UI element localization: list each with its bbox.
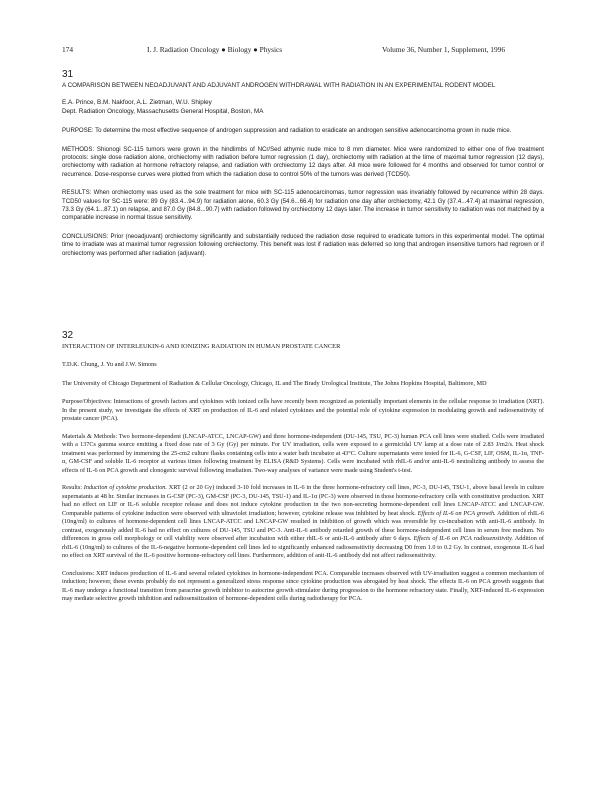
conclusions-label: Conclusions: (62, 569, 95, 577)
methods-text: Shionogi SC-115 tumors were grown in the hindlimbs of NCr/Sed athymic nude mice to 8 mm diameter. Mice were randomized to either one of five treatment protocols: single dose radiation alone, orchiectomy with radiation before tumor regression (1 day), orchiectomy with radiation at the time of maximal tumor regression (12 days), orchiectomy with radiation at hormone refractory relapse, and radiation with orchiectomy 12 days after. All mice were followed for 4 months and observed for tumor control or recurrence. Dose-response curves were plotted from which the radiation dose to control 50% of the tumors was derived (TCD50). (62, 145, 544, 178)
abstract-authors: T.D.K. Chung, J. Yu and J.W. Simons (62, 361, 157, 369)
methods-label: Materials & Methods: (62, 432, 118, 440)
results-text: Addition of rhIL-6 (10ng/ml) to cultures of hormone-dependent cell lines LNCAP-ATCC and LNCAP-GW resulted in inhibition of growth which was reversible by co-incubation with anti-IL-6 antibody. In contrast, exogenously added IL-6 had no effect on cultures of DU-145, TSU and PC-3. Anti-IL-6 antibody retarded growth of these hormone-independent cell lines in serum free medium. No differences in gross cell morphology or cell viability were observed after incubation with either rhIL-6 or anti-IL-6 antibody after 6 days. (62, 509, 544, 543)
abstract-number: 31 (62, 69, 74, 80)
page-number: 174 (62, 45, 74, 54)
abstract-authors: E.A. Prince, B.M. Nakfoor, A.L. Zietman, W.U. Shipley (62, 99, 212, 107)
abstract-31 (62, 69, 544, 268)
methods-text: Two hormone-dependent (LNCAP-ATCC, LNCAP-GW) and three hormone-independent (DU-145, TSU, PC-3) human PCA cell lines were studied. Cells were irradiated with a 137Cs gamma source emitting a fixed dose rate of 3 Gy (Gy) per minute. For UV irradiation, cells were exposed to a germicidal UV lamp at a dose rate of 2.83 J/m2/s. Heat shock treatment was performed by immersing the 25-cm2 culture flasks containing cells into a water bath incubator at 43°C. Culture supernatants were tested for IL-6, G-CSF, LIF, OSM, IL-1α, TNF-α, GM-CSF and soluble IL-6 receptor at various times following treatment by ELISA (R&D Systems). Cells were incubated with rhIL-6 and/or anti-IL-6 neutralizing antibody to assess the effects of IL-6 on PCA growth and clonogenic survival following irradiation. Two-way analyses of variance were made using Student's t-test. (62, 432, 544, 474)
purpose-label: PURPOSE: (62, 127, 94, 135)
methods-paragraph (62, 433, 544, 476)
methods-paragraph (62, 146, 544, 180)
purpose-text: To determine the most effective sequence of androgen suppression and radiation to eradicate an androgen sensitive adenocarcinoma grown in nude mice. (95, 127, 512, 135)
abstract-title: INTERACTION OF INTERLEUKIN-6 AND IONIZING RADIATION IN HUMAN PROSTATE CANCER (62, 343, 341, 350)
purpose-paragraph (62, 398, 544, 424)
results-paragraph (62, 189, 544, 223)
results-text: When orchiectomy was used as the sole treatment for mice with SC-115 adenocarcinomas, tumor regression was invariably followed by recurrence within 28 days. TCD50 values for SC-115 were: 89 Gy (83.4...94.9) for radiation alone, 60.3 Gy (54.6...66.4) for radiation one day after orchiectomy, 42.1 Gy (37.4...47.4) at maximal regression, 73.3 Gy (64.1...87.1) on relapse, and 87.0 Gy (84.8...90.7) with radiation followed by orchiectomy 12 days later. The increase in tumor sensitivity to radiation was not matched by a comparable increase in normal tissue sensitivity. (62, 189, 544, 222)
conclusions-label: CONCLUSIONS: (62, 232, 109, 240)
results-subheading: Effects of IL-6 on PCA growth. (417, 509, 496, 517)
purpose-label: Purpose/Objectives: (62, 398, 112, 406)
running-header (62, 45, 542, 57)
results-paragraph (62, 484, 544, 561)
conclusions-text: Prior (neoadjuvant) orchiectomy significantly and substantially reduced the radiation dose required to eradicate tumors in this experimental model. The optimal time to irradiate was at maximal tumor regression following orchiectomy. This benefit was lost if radiation was deferred so long that androgen insensitive tumors had regrown or if orchiectomy was performed after radiation (adjuvant). (62, 232, 544, 257)
results-text: Addition of rhIL-6 (10ng/ml) to cultures of the IL-6-negative hormone-dependent cell lines led to significantly enhanced radiosensitivity decreasing D0 from 1.0 to 0.2 Gy. In contrast, exogenous IL-6 had no effect on XRT survival of the IL-6 positive hormone-refractory cell lines. Furthermore, addition of anti-IL-6 antibody did not affect radiosensitivity. (62, 535, 544, 560)
conclusions-paragraph (62, 570, 544, 604)
journal-title: I. J. Radiation Oncology ● Biology ● Physics (147, 45, 283, 54)
results-label: RESULTS: (62, 189, 92, 197)
results-text: XRT (2 or 20 Gy) induced 3-10 fold increases in IL-6 in the three hormone-refractory cell lines, PC-3, DU-145, TSU-1, above basal levels in culture supernatants at 48 hr. Similar increases in G-CSF (PC-3), GM-CSF (PC-3, DU-145, TSU-1) and IL-1α (PC-3) were observed in those hormone-refractory cells with constitutive production. XRT had no effect on LIF or IL-6 soluble receptor release and does not induce cytokine production in the two non-secreting hormone-dependent cell lines LNCAP-ATCC and LNCAP-GW. Comparable patterns of cytokine induction were observed with ultraviolet irradiation; however, cytokine release was inhibited by heat shock. (62, 484, 545, 517)
purpose-text: Interactions of growth factors and cytokines with ionized cells have recently been recognized as potentially important elements in the cellular response to irradiation (XRT). In the present study, we investigate the effects of XRT on production of IL-6 and related cytokines and the potential role of cytokine expression in modulating growth and radiosensitivity of prostate cancer (PCA). (62, 398, 545, 423)
abstract-number: 32 (62, 330, 74, 341)
results-label: Results: (62, 484, 82, 492)
abstract-affiliation: The University of Chicago Department of Radiation & Cellular Oncology, Chicago, IL and The Brady Urological Institute, The Johns Hopkins Hospital, Baltimore, MD (62, 379, 487, 387)
purpose-paragraph (62, 127, 544, 135)
volume-info: Volume 36, Number 1, Supplement, 1996 (382, 45, 506, 54)
abstract-affiliation: Dept. Radiation Oncology, Massachusetts General Hospital, Boston, MA (62, 107, 264, 115)
abstract-title: A COMPARISON BETWEEN NEOADJUVANT AND ADJUVANT ANDROGEN WITHDRAWAL WITH RADIATION IN AN EXPERIMENTAL RODENT MODEL (62, 82, 496, 89)
conclusions-paragraph (62, 233, 544, 258)
conclusions-text: XRT induces production of IL-6 and several related cytokines in hormone-independent PCA. Comparable increases observed with UV-irradiation suggest a common mechanism of induction; however, these events probably do not represent a generalized stress response since cytokine production was abrogated by heat shock. The effects IL-6 on PCA growth suggests that IL-6 may undergo a functional transition from paracrine growth inhibitor to autocrine growth stimulator during progression to the hormone refractory state. Finally, XRT-induced IL-6 expression may mediate selective growth inhibition and radiosensitization of hormone-dependent cells during radiotherapy for PCA. (62, 569, 545, 603)
results-subheading: Induction of cytokine production. (83, 484, 167, 492)
results-subheading: Effects of IL-6 on PCA radiosensitivity. (413, 535, 514, 543)
abstract-32 (62, 330, 544, 613)
methods-label: METHODS: (62, 145, 95, 153)
